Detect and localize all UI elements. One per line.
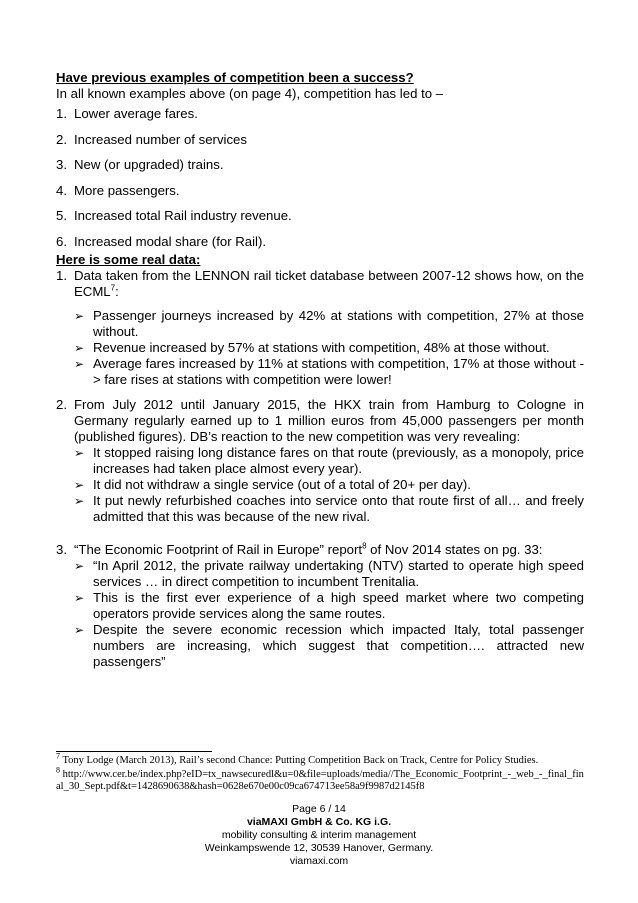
list-item: 4. More passengers. xyxy=(56,182,180,198)
list-item: 2. Increased number of services xyxy=(56,131,247,147)
section-heading-real-data: Here is some real data: xyxy=(56,251,201,267)
arrow-bullet-icon: ➢ xyxy=(74,340,85,355)
bullet-item: ➢ This is the first ever experience of a high speed market where two competing operators provide services along the same routes. xyxy=(74,589,584,621)
arrow-bullet-icon: ➢ xyxy=(74,493,85,508)
arrow-bullet-icon: ➢ xyxy=(74,558,85,573)
outcomes-list xyxy=(56,106,584,250)
footnote-ref-7: 7 xyxy=(110,283,116,293)
list-item: 1. Lower average fares. xyxy=(56,106,198,121)
bullet-item: ➢ It put newly refurbished coaches into service onto that route first of all… and freely admitted that this was because of the new rival. xyxy=(74,492,584,524)
bullet-item: ➢ Average fares increased by 11% at stations with competition, 17% at those without -> fare rises at stations with competition were lower! xyxy=(74,355,584,387)
page-footer xyxy=(0,803,638,868)
footnote-ref-8: 8 xyxy=(362,541,367,551)
arrow-bullet-icon: ➢ xyxy=(74,590,85,605)
arrow-bullet-icon: ➢ xyxy=(74,445,85,460)
list-item: 3. New (or upgraded) trains. xyxy=(56,157,224,172)
bullet-item: ➢ It stopped raising long distance fares on that route (previously, as a monopoly, price increases had taken place almost every year). xyxy=(74,444,584,476)
page-number: Page 6 / 14 xyxy=(292,803,346,815)
footnote-divider xyxy=(56,751,212,752)
list-item: 6. Increased modal share (for Rail). xyxy=(56,233,267,249)
company-name: viaMAXI GmbH & Co. KG i.G. xyxy=(246,816,392,828)
footnote-8: $^8$ http://www.cer.be/index.php?eID=tx_nawsecuredl&u=0&file=uploads/media//The_Economic_Footprint_-_web_-_final_final_30_Sept.pdf&t=1428690638&hash=0628e670e00c09ca674713ee58a9f9987d2145f8 xyxy=(56,765,584,792)
page-body xyxy=(56,70,584,670)
bullet-item: ➢ “In April 2012, the private railway undertaking (NTV) started to operate high speed services … in direct competition to incumbent Trenitalia. xyxy=(74,557,584,589)
bullet-item: ➢ It did not withdraw a single service (out of a total of 20+ per day). xyxy=(74,476,471,492)
section-intro: In all known examples above (on page 4), competition has led to – xyxy=(56,86,444,101)
company-tagline: mobility consulting & interim management xyxy=(221,829,417,841)
data-item-footprint-report: 3. “The Economic Footprint of Rail in Europe” report$^8$ of Nov 2014 states on pg. 33: ➢ “In April 2012, the private railway undertaking (NTV) started to operate high speed services … in direct competition to incumbent Trenitalia. ➢ This is the first ever experience of a high speed market where two competing operators provide services along the same routes. ➢ Despite the severe economic recession which impacted Italy, total passenger numbers are increasing, which suggest that competition…. attracted new passengers” xyxy=(56,541,584,669)
bullet-item: ➢ Revenue increased by 57% at stations with competition, 48% at those without. xyxy=(74,339,550,355)
footnote-7: $^7$ Tony Lodge (March 2013), Rail’s second Chance: Putting Competition Back on Track, Centre for Policy Studies. xyxy=(56,751,539,766)
arrow-bullet-icon: ➢ xyxy=(74,477,85,492)
section-heading-success: Have previous examples of competition been a success? xyxy=(56,70,414,85)
company-address: Weinkampswende 12, 30539 Hanover, Germany. xyxy=(204,842,434,854)
arrow-bullet-icon: ➢ xyxy=(74,622,85,637)
data-item-hkx: 2. From July 2012 until January 2015, the HKX train from Hamburg to Cologne in Germany regularly earned up to 1 million euros from 45,000 passengers per month (published figures). DB’s reaction to the new competition was very revealing: ➢ It stopped raising long distance fares on that route (previously, as a monopoly, price increases had taken place almost every year). ➢ It did not withdraw a single service (out of a total of 20+ per day). ➢ It put newly refurbished coaches into service onto that route first of all… and freely admitted that this was because of the new rival. xyxy=(56,396,584,524)
arrow-bullet-icon: ➢ xyxy=(74,356,85,371)
bullet-item: ➢ Passenger journeys increased by 42% at stations with competition, 27% at those without. xyxy=(74,307,584,339)
list-item: 5. Increased total Rail industry revenue. xyxy=(56,208,292,223)
data-item-lennon: 1. Data taken from the LENNON rail ticket database between 2007-12 shows how, on the ECML$^7$: ➢ Passenger journeys increased by 42% at stations with competition, 27% at those without. ➢ Revenue increased by 57% at stations with competition, 48% at those without. ➢ Average fares increased by 11% at stations with competition, 17% at those without -> fare rises at stations with competition were lower! xyxy=(56,267,584,387)
bullet-item: ➢ Despite the severe economic recession which impacted Italy, total passenger numbers are increasing, which suggest that competition…. attracted new passengers” xyxy=(74,621,584,669)
arrow-bullet-icon: ➢ xyxy=(74,308,85,323)
company-website: viamaxi.com xyxy=(289,855,349,867)
